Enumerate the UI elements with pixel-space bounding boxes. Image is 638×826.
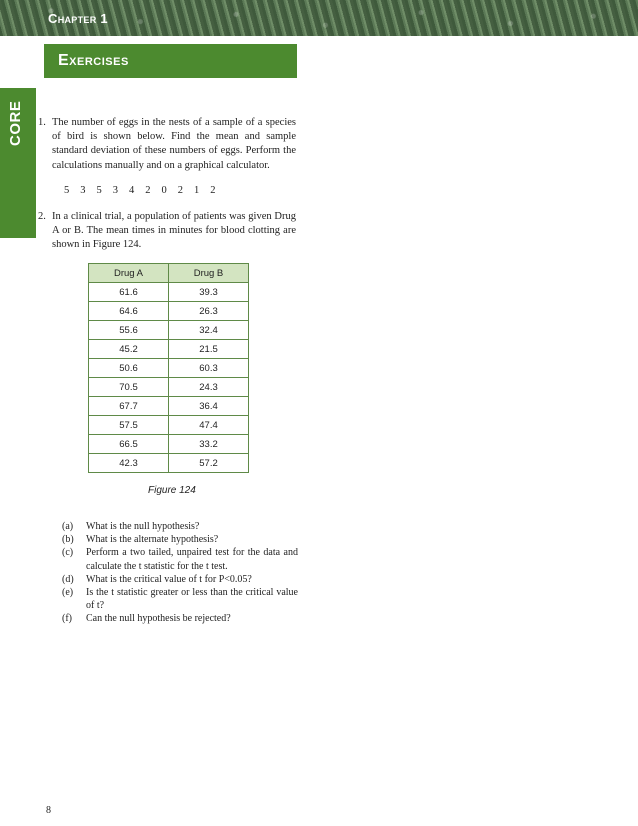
subquestion-item <box>62 612 298 625</box>
table-row <box>89 359 249 378</box>
egg-count: 4 <box>129 185 135 196</box>
drug-b-cell: 21.5 <box>169 340 249 359</box>
subquestion-item <box>62 586 298 612</box>
question-2-number: 2. <box>38 211 46 222</box>
question-2 <box>38 210 298 254</box>
egg-count: 2 <box>145 185 151 196</box>
drug-clotting-table <box>88 263 249 473</box>
egg-count: 2 <box>177 185 183 196</box>
drug-b-cell: 24.3 <box>169 378 249 397</box>
table-header-row <box>89 264 249 283</box>
subquestion-label: (d) <box>62 573 74 585</box>
header-band <box>0 0 638 36</box>
drug-b-cell: 36.4 <box>169 397 249 416</box>
drug-a-cell: 66.5 <box>89 435 169 454</box>
table-row <box>89 321 249 340</box>
table-row <box>89 435 249 454</box>
drug-b-cell: 39.3 <box>169 283 249 302</box>
drug-a-cell: 61.6 <box>89 283 169 302</box>
subquestion-item <box>62 533 298 546</box>
table-row <box>89 454 249 473</box>
subquestion-text: Is the t statistic greater or less than the critical value of t? <box>86 587 298 612</box>
question-1-number: 1. <box>38 117 46 128</box>
question-1-text: The number of eggs in the nests of a sample of a species of bird is shown below. Find the mean and sample standard deviation of these numbers of eggs. Perform the calculations manually and on a graphical calculator. <box>52 117 296 171</box>
page-number: 8 <box>46 805 51 816</box>
drug-a-cell: 50.6 <box>89 359 169 378</box>
subquestion-item <box>62 573 298 586</box>
drug-a-cell: 64.6 <box>89 302 169 321</box>
drug-b-cell: 26.3 <box>169 302 249 321</box>
egg-count: 5 <box>64 185 70 196</box>
drug-b-cell: 32.4 <box>169 321 249 340</box>
drug-a-cell: 42.3 <box>89 454 169 473</box>
table-row <box>89 340 249 359</box>
egg-count: 0 <box>161 185 167 196</box>
subquestion-text: Can the null hypothesis be rejected? <box>86 613 231 625</box>
subquestion-text: What is the null hypothesis? <box>86 521 200 532</box>
question-2-text: In a clinical trial, a population of patients was given Drug A or B. The mean times in minutes for blood clotting are shown in Figure 124. <box>52 211 296 251</box>
egg-count: 5 <box>96 185 102 196</box>
egg-count: 3 <box>80 185 86 196</box>
table-row <box>89 378 249 397</box>
table-row <box>89 283 249 302</box>
drug-a-cell: 70.5 <box>89 378 169 397</box>
egg-count: 1 <box>194 185 200 196</box>
drug-a-cell: 55.6 <box>89 321 169 340</box>
drug-b-cell: 60.3 <box>169 359 249 378</box>
exercises-title: Exercises <box>58 52 129 69</box>
drug-a-cell: 57.5 <box>89 416 169 435</box>
egg-counts-row <box>64 185 216 196</box>
egg-count: 2 <box>210 185 216 196</box>
subquestion-item <box>62 546 298 572</box>
figure-caption: Figure 124 <box>148 485 196 496</box>
chapter-label: Chapter 1 <box>48 11 108 26</box>
table-row <box>89 302 249 321</box>
table-row <box>89 416 249 435</box>
drug-b-cell: 47.4 <box>169 416 249 435</box>
subquestion-item <box>62 520 298 533</box>
column-header-drug-b: Drug B <box>169 264 249 283</box>
subquestion-text: Perform a two tailed, unpaired test for the data and calculate the t statistic for the t test. <box>86 547 298 572</box>
core-side-label: CORE <box>7 100 24 146</box>
subquestion-label: (f) <box>62 613 72 625</box>
subquestion-list <box>62 520 298 626</box>
drug-b-cell: 33.2 <box>169 435 249 454</box>
question-1 <box>38 116 298 184</box>
column-header-drug-a: Drug A <box>89 264 169 283</box>
subquestion-label: (b) <box>62 534 74 546</box>
subquestion-label: (a) <box>62 521 74 532</box>
subquestion-text: What is the alternate hypothesis? <box>86 534 219 546</box>
egg-count: 3 <box>112 185 118 196</box>
subquestion-text: What is the critical value of t for P<0.05? <box>86 573 252 585</box>
drug-a-cell: 67.7 <box>89 397 169 416</box>
subquestion-label: (e) <box>62 587 74 599</box>
subquestion-label: (c) <box>62 547 74 559</box>
table-row <box>89 397 249 416</box>
drug-b-cell: 57.2 <box>169 454 249 473</box>
exercises-banner <box>44 44 297 78</box>
drug-a-cell: 45.2 <box>89 340 169 359</box>
